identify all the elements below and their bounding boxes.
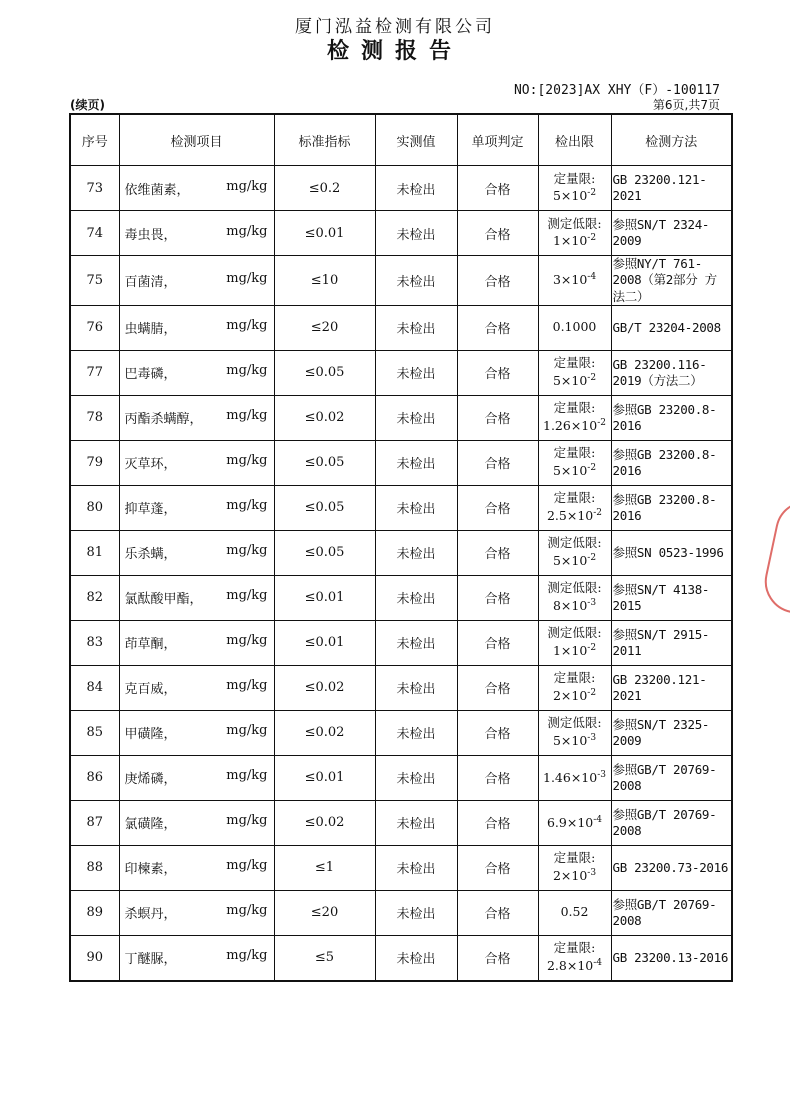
detection-limit [538, 530, 611, 575]
detection-limit [538, 305, 611, 350]
test-method: 参照GB 23200.8-2016 [611, 440, 732, 485]
test-method: 参照NY/T 761-2008（第2部分 方法二） [611, 256, 732, 306]
test-item-cell [119, 166, 274, 211]
standard-value: ≤0.01 [274, 211, 375, 256]
judgement-value: 合格 [457, 485, 538, 530]
measured-value: 未检出 [375, 935, 457, 981]
judgement-value: 合格 [457, 710, 538, 755]
test-item-name: 百菌清， [124, 274, 177, 290]
test-item-cell [119, 575, 274, 620]
row-number: 73 [70, 166, 119, 211]
limit-base: 1×10 [552, 233, 588, 249]
col-header-measured: 实测值 [375, 114, 457, 166]
limit-prefix: 测定低限: [547, 625, 602, 641]
measured-value: 未检出 [375, 620, 457, 665]
measured-value: 未检出 [375, 800, 457, 845]
test-item-name: 乐杀螨， [124, 547, 177, 563]
measured-value: 未检出 [375, 395, 457, 440]
test-item-cell [119, 350, 274, 395]
measured-value: 未检出 [375, 755, 457, 800]
judgement-value: 合格 [457, 800, 538, 845]
limit-exponent: -2 [587, 463, 597, 474]
test-item-unit: mg/kg [226, 318, 268, 334]
test-item-name: 甲磺隆， [124, 727, 177, 743]
table-row [70, 755, 732, 800]
table-header-row [70, 114, 732, 166]
table-row [70, 350, 732, 395]
row-number: 77 [70, 350, 119, 395]
table-row [70, 890, 732, 935]
test-method: 参照GB 23200.8-2016 [611, 485, 732, 530]
test-method: 参照GB/T 20769-2008 [611, 800, 732, 845]
test-item-unit: mg/kg [226, 678, 268, 694]
row-number: 85 [70, 710, 119, 755]
test-item-name: 毒虫畏， [124, 227, 177, 243]
judgement-value: 合格 [457, 845, 538, 890]
table-row [70, 440, 732, 485]
standard-value: ≤0.02 [274, 395, 375, 440]
detection-limit [538, 755, 611, 800]
limit-exponent: -2 [587, 188, 597, 199]
standard-value: ≤0.01 [274, 755, 375, 800]
page-number: 第6页,共7页 [652, 98, 720, 112]
test-item-cell [119, 530, 274, 575]
limit-prefix: 测定低限: [547, 580, 602, 596]
test-method: GB 23200.116-2019（方法二） [611, 350, 732, 395]
measured-value: 未检出 [375, 890, 457, 935]
test-item-name: 依维菌素， [124, 182, 190, 198]
test-item-unit: mg/kg [226, 223, 268, 239]
limit-base: 8×10 [552, 598, 588, 614]
test-method: 参照SN/T 2324-2009 [611, 211, 732, 256]
table-row [70, 256, 732, 306]
judgement-value: 合格 [457, 256, 538, 306]
test-item-name: 氯磺隆， [124, 817, 177, 833]
limit-base: 6.9×10 [546, 814, 594, 830]
row-number: 87 [70, 800, 119, 845]
test-method: 参照SN/T 2915-2011 [611, 620, 732, 665]
limit-base: 2×10 [552, 688, 588, 704]
limit-exponent: -3 [587, 868, 597, 879]
measured-value: 未检出 [375, 256, 457, 306]
limit-prefix: 定量限: [553, 670, 596, 686]
test-item-unit: mg/kg [226, 498, 268, 514]
col-header-limit: 检出限 [538, 114, 611, 166]
table-row [70, 530, 732, 575]
measured-value: 未检出 [375, 710, 457, 755]
table-row [70, 620, 732, 665]
table-row [70, 935, 732, 981]
limit-base: 0.52 [560, 904, 589, 920]
measured-value: 未检出 [375, 211, 457, 256]
judgement-value: 合格 [457, 620, 538, 665]
row-number: 90 [70, 935, 119, 981]
detection-limit [538, 395, 611, 440]
limit-base: 5×10 [552, 553, 588, 569]
test-method: GB 23200.73-2016 [611, 845, 732, 890]
standard-value: ≤20 [274, 890, 375, 935]
standard-value: ≤0.05 [274, 530, 375, 575]
table-row [70, 211, 732, 256]
standard-value: ≤0.02 [274, 800, 375, 845]
test-item-cell [119, 620, 274, 665]
table-row [70, 395, 732, 440]
detection-limit [538, 485, 611, 530]
limit-base: 5×10 [552, 188, 588, 204]
row-number: 80 [70, 485, 119, 530]
test-item-unit: mg/kg [226, 363, 268, 379]
test-item-cell [119, 710, 274, 755]
test-item-cell [119, 935, 274, 981]
standard-value: ≤0.05 [274, 350, 375, 395]
col-header-no: 序号 [70, 114, 119, 166]
measured-value: 未检出 [375, 350, 457, 395]
table-row [70, 575, 732, 620]
standard-value: ≤20 [274, 305, 375, 350]
standard-value: ≤0.02 [274, 665, 375, 710]
detection-limit [538, 440, 611, 485]
col-header-standard: 标准指标 [274, 114, 375, 166]
limit-base: 1×10 [552, 643, 588, 659]
test-method: 参照SN/T 4138-2015 [611, 575, 732, 620]
test-item-cell [119, 800, 274, 845]
row-number: 76 [70, 305, 119, 350]
limit-exponent: -2 [587, 643, 597, 654]
judgement-value: 合格 [457, 211, 538, 256]
row-number: 81 [70, 530, 119, 575]
limit-exponent: -2 [587, 373, 597, 384]
test-item-name: 灭草环， [124, 457, 177, 473]
test-method: GB/T 23204-2008 [611, 305, 732, 350]
test-item-name: 庚烯磷， [124, 772, 177, 788]
judgement-value: 合格 [457, 755, 538, 800]
limit-exponent: -4 [587, 272, 597, 283]
row-number: 84 [70, 665, 119, 710]
measured-value: 未检出 [375, 845, 457, 890]
red-seal-stamp [759, 495, 790, 620]
col-header-judgement: 单项判定 [457, 114, 538, 166]
test-item-unit: mg/kg [226, 588, 268, 604]
test-item-name: 抑草蓬， [124, 502, 177, 518]
detection-limit [538, 620, 611, 665]
test-item-name: 氯酞酸甲酯， [124, 592, 203, 608]
test-method: 参照SN 0523-1996 [611, 530, 732, 575]
judgement-value: 合格 [457, 166, 538, 211]
test-item-unit: mg/kg [226, 768, 268, 784]
test-item-name: 丁醚脲， [124, 952, 177, 968]
company-name: 厦门泓益检测有限公司 [295, 17, 495, 37]
test-method: 参照SN/T 2325-2009 [611, 710, 732, 755]
judgement-value: 合格 [457, 935, 538, 981]
detection-limit [538, 665, 611, 710]
test-method: GB 23200.121-2021 [611, 665, 732, 710]
test-item-name: 杀螟丹， [124, 907, 177, 923]
limit-exponent: -4 [593, 814, 603, 825]
standard-value: ≤0.2 [274, 166, 375, 211]
limit-prefix: 测定低限: [547, 535, 602, 551]
limit-exponent: -2 [593, 508, 603, 519]
limit-prefix: 测定低限: [547, 215, 602, 231]
limit-base: 0.1000 [552, 319, 597, 335]
measured-value: 未检出 [375, 530, 457, 575]
test-item-unit: mg/kg [226, 948, 268, 964]
limit-prefix: 定量限: [553, 355, 596, 371]
row-number: 86 [70, 755, 119, 800]
test-item-unit: mg/kg [226, 270, 268, 286]
test-item-name: 茚草酮， [124, 637, 177, 653]
test-item-unit: mg/kg [226, 543, 268, 559]
limit-base: 1.46×10 [543, 769, 598, 785]
limit-exponent: -3 [587, 598, 597, 609]
limit-exponent: -2 [587, 233, 597, 244]
detection-limit [538, 845, 611, 890]
judgement-value: 合格 [457, 350, 538, 395]
limit-exponent: -2 [587, 553, 597, 564]
test-item-cell [119, 845, 274, 890]
test-item-cell [119, 395, 274, 440]
standard-value: ≤1 [274, 845, 375, 890]
limit-base: 5×10 [552, 463, 588, 479]
row-number: 74 [70, 211, 119, 256]
judgement-value: 合格 [457, 890, 538, 935]
limit-exponent: -2 [597, 418, 606, 429]
test-method: 参照GB 23200.8-2016 [611, 395, 732, 440]
test-item-cell [119, 665, 274, 710]
row-number: 83 [70, 620, 119, 665]
judgement-value: 合格 [457, 575, 538, 620]
continued-label: (续页) [70, 98, 105, 112]
measured-value: 未检出 [375, 166, 457, 211]
limit-exponent: -2 [587, 688, 597, 699]
report-title: 检测报告 [326, 39, 463, 64]
table-row [70, 166, 732, 211]
col-header-item: 检测项目 [119, 114, 274, 166]
detection-limit [538, 350, 611, 395]
limit-prefix: 定量限: [553, 940, 596, 956]
test-method: GB 23200.13-2016 [611, 935, 732, 981]
row-number: 78 [70, 395, 119, 440]
standard-value: ≤0.05 [274, 485, 375, 530]
limit-base: 1.26×10 [543, 418, 598, 434]
detection-limit [538, 800, 611, 845]
test-item-unit: mg/kg [226, 178, 268, 194]
limit-prefix: 测定低限: [547, 715, 602, 731]
test-item-cell [119, 755, 274, 800]
row-number: 88 [70, 845, 119, 890]
test-item-unit: mg/kg [226, 903, 268, 919]
test-method: GB 23200.121-2021 [611, 166, 732, 211]
judgement-value: 合格 [457, 305, 538, 350]
test-item-cell [119, 305, 274, 350]
test-item-cell [119, 211, 274, 256]
detection-limit [538, 890, 611, 935]
standard-value: ≤5 [274, 935, 375, 981]
test-item-name: 印楝素， [124, 862, 177, 878]
judgement-value: 合格 [457, 395, 538, 440]
detection-limit [538, 710, 611, 755]
results-table [69, 113, 733, 982]
test-item-name: 克百威， [124, 682, 177, 698]
table-row [70, 485, 732, 530]
test-item-cell [119, 890, 274, 935]
limit-base: 5×10 [552, 733, 588, 749]
test-item-name: 巴毒磷， [124, 367, 177, 383]
limit-exponent: -4 [593, 958, 603, 969]
standard-value: ≤0.02 [274, 710, 375, 755]
test-item-unit: mg/kg [226, 858, 268, 874]
test-item-unit: mg/kg [226, 723, 268, 739]
col-header-method: 检测方法 [611, 114, 732, 166]
limit-base: 2.5×10 [546, 508, 594, 524]
limit-prefix: 定量限: [553, 490, 596, 506]
row-number: 79 [70, 440, 119, 485]
limit-base: 2×10 [552, 868, 588, 884]
test-item-name: 虫螨腈， [124, 322, 177, 338]
test-item-unit: mg/kg [226, 453, 268, 469]
test-item-name: 丙酯杀螨醇， [124, 412, 203, 428]
judgement-value: 合格 [457, 440, 538, 485]
detection-limit [538, 211, 611, 256]
test-item-cell [119, 440, 274, 485]
standard-value: ≤0.01 [274, 620, 375, 665]
measured-value: 未检出 [375, 665, 457, 710]
limit-exponent: -3 [597, 769, 606, 780]
test-item-unit: mg/kg [226, 408, 268, 424]
limit-prefix: 定量限: [553, 400, 596, 416]
test-item-cell [119, 485, 274, 530]
measured-value: 未检出 [375, 575, 457, 620]
measured-value: 未检出 [375, 305, 457, 350]
limit-exponent: -3 [587, 733, 597, 744]
limit-base: 2.8×10 [546, 958, 594, 974]
row-number: 82 [70, 575, 119, 620]
standard-value: ≤10 [274, 256, 375, 306]
test-item-cell [119, 256, 274, 306]
limit-prefix: 定量限: [553, 850, 596, 866]
standard-value: ≤0.05 [274, 440, 375, 485]
table-row [70, 710, 732, 755]
judgement-value: 合格 [457, 665, 538, 710]
detection-limit [538, 166, 611, 211]
detection-limit [538, 935, 611, 981]
row-number: 75 [70, 256, 119, 306]
test-item-unit: mg/kg [226, 813, 268, 829]
test-item-unit: mg/kg [226, 633, 268, 649]
limit-base: 5×10 [552, 373, 588, 389]
measured-value: 未检出 [375, 485, 457, 530]
table-row [70, 845, 732, 890]
limit-prefix: 定量限: [553, 445, 596, 461]
report-number: NO:[2023]AX XHY（F）-100117 [513, 83, 720, 98]
test-method: 参照GB/T 20769-2008 [611, 890, 732, 935]
limit-base: 3×10 [552, 272, 588, 288]
test-method: 参照GB/T 20769-2008 [611, 755, 732, 800]
table-row [70, 800, 732, 845]
limit-prefix: 定量限: [553, 170, 596, 186]
table-row [70, 665, 732, 710]
detection-limit [538, 256, 611, 306]
measured-value: 未检出 [375, 440, 457, 485]
table-row [70, 305, 732, 350]
detection-limit [538, 575, 611, 620]
standard-value: ≤0.01 [274, 575, 375, 620]
row-number: 89 [70, 890, 119, 935]
judgement-value: 合格 [457, 530, 538, 575]
